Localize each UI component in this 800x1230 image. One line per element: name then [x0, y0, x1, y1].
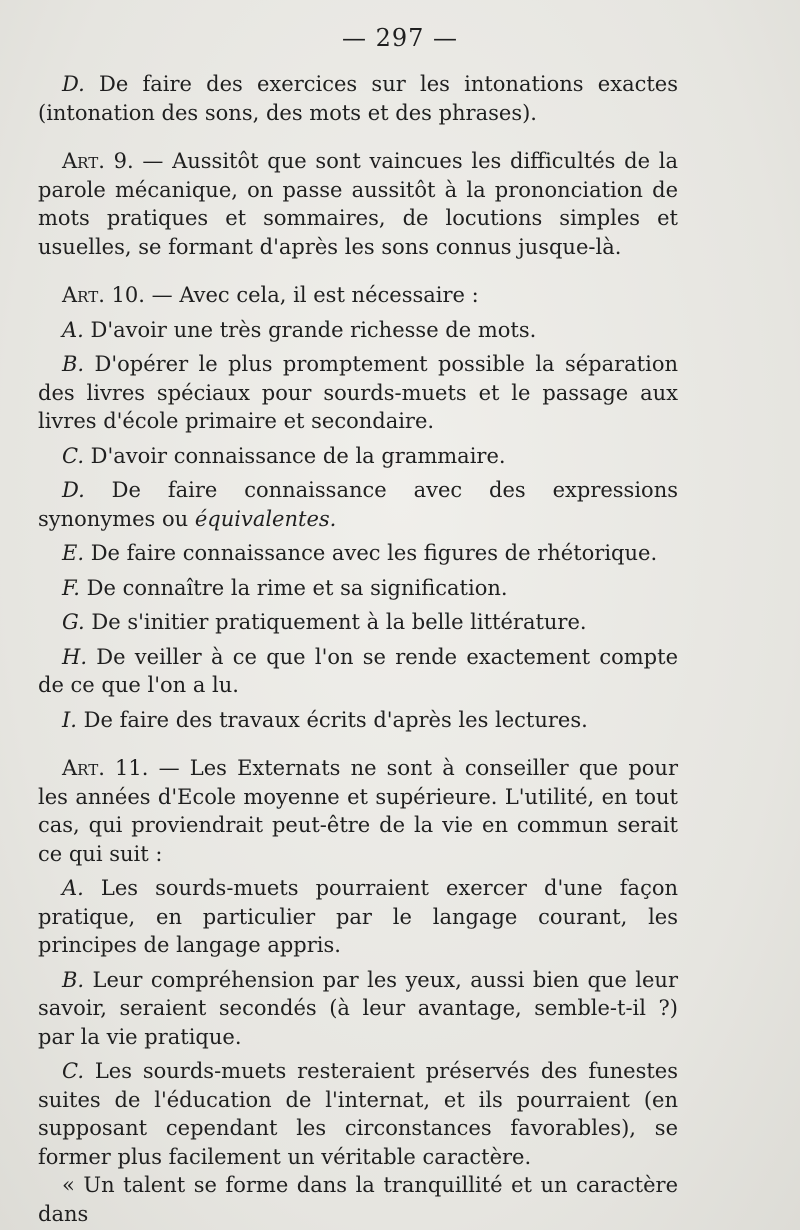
body-text — [38, 70, 678, 1228]
article-11 — [38, 754, 678, 868]
item-text: D'avoir connaissance de la grammaire. — [84, 443, 506, 468]
article-dash: — — [144, 283, 180, 307]
list-item-g — [38, 608, 678, 637]
list-item-h — [38, 643, 678, 700]
item-label: B. — [62, 352, 85, 376]
list-item-b-2 — [38, 966, 678, 1052]
article-10 — [38, 281, 678, 310]
list-item-f — [38, 574, 678, 603]
item-label: C. — [62, 1059, 84, 1083]
item-label: D. — [62, 72, 85, 96]
quote-paragraph — [38, 1171, 678, 1228]
item-text: D'avoir une très grande richesse de mots. — [83, 317, 537, 342]
list-item-a-2 — [38, 874, 678, 960]
item-emphasis: équivalentes. — [194, 506, 337, 531]
item-label: A. — [62, 317, 84, 342]
item-label: B. — [62, 967, 85, 992]
article-heading: Art. 10. — [62, 283, 145, 307]
item-text: Les sourds-muets pourraient exercer d'une façon pratique, en particulier par le langage courant, les principes de langage appris. — [38, 876, 678, 957]
list-item-d — [38, 476, 678, 533]
article-heading: Art. 9. — [62, 149, 134, 173]
para-d-intonations — [38, 70, 678, 127]
article-dash: — — [148, 756, 190, 780]
list-item-e — [38, 539, 678, 568]
item-text: Leur compréhension par les yeux, aussi bien que leur savoir, seraient secondés (à leur avantage, semble-t-il ?) par la vie pratique. — [38, 967, 678, 1049]
list-item-c — [38, 442, 678, 471]
item-text: De s'initier pratiquement à la belle littérature. — [84, 610, 587, 634]
article-text: Avec cela, il est nécessaire : — [179, 283, 479, 307]
item-label: D. — [62, 478, 85, 502]
item-label: G. — [62, 610, 85, 634]
page-number: — 297 — — [341, 24, 459, 52]
article-text: Les Externats ne sont à conseiller que pour les années d'Ecole moyenne et supérieure. L'utilité, en tout cas, qui proviendrait peut-être de la vie en commun serait ce qui suit : — [38, 756, 679, 866]
item-label: F. — [62, 575, 80, 600]
item-text: De connaître la rime et sa signification. — [79, 575, 508, 600]
item-label: H. — [62, 644, 87, 669]
item-text: De veiller à ce que l'on se rende exactement compte de ce que l'on a lu. — [38, 644, 678, 697]
item-label: A. — [62, 876, 84, 900]
list-item-i — [38, 706, 678, 735]
quote-text: « Un talent se forme dans la tranquillité et un caractère dans — [38, 1173, 678, 1226]
item-label: C. — [62, 443, 84, 468]
list-item-c-2 — [38, 1057, 678, 1171]
list-item-a — [38, 316, 678, 345]
item-text: De faire connaissance avec des expressions synonymes ou — [38, 478, 678, 531]
item-text: De faire des exercices sur les intonations exactes (intonation des sons, des mots et des phrases). — [38, 72, 678, 125]
article-dash: — — [133, 149, 173, 173]
item-text: De faire des travaux écrits d'après les lectures. — [76, 707, 588, 732]
item-label: E. — [62, 541, 85, 565]
item-text: Les sourds-muets resteraient préservés des funestes suites de l'éducation de l'internat, et ils pourraient (en supposant cependant les circonstances favorables), se former plus facilement un véritable caractère. — [38, 1059, 678, 1169]
item-text: D'opérer le plus promptement possible la séparation des livres spéciaux pour sourds-muets et le passage aux livres d'école primaire et secondaire. — [38, 352, 678, 433]
list-item-b — [38, 350, 678, 436]
article-heading: Art. 11. — [62, 756, 149, 780]
item-label: I. — [62, 707, 77, 732]
article-9 — [38, 147, 678, 261]
item-text: De faire connaissance avec les figures de rhétorique. — [84, 541, 658, 565]
article-text: Aussitôt que sont vaincues les difficultés de la parole mécanique, on passe aussitôt à la prononciation de mots pratiques et sommaires, de locutions simples et usuelles, se formant d'après les sons connus jusque-là. — [38, 149, 678, 259]
